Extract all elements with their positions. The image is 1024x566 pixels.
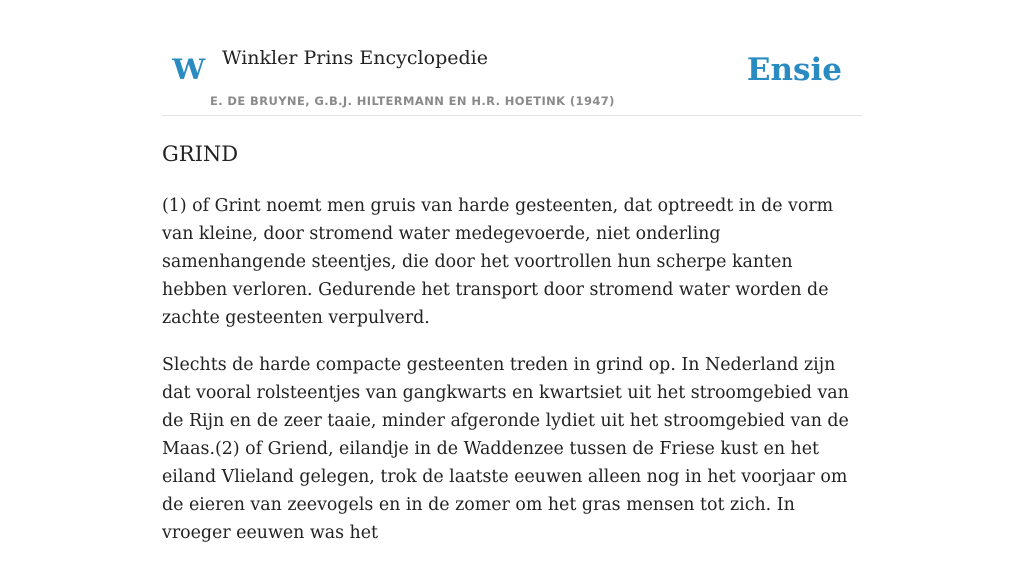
w-logo-icon[interactable]: W (172, 53, 206, 86)
publication-authors: E. DE BRUYNE, G.B.J. HILTERMANN EN H.R. HOETINK (1947) (210, 94, 615, 108)
site-header (162, 40, 862, 116)
article-body (162, 138, 862, 566)
article-paragraph-1: (1) of Grint noemt men gruis van harde gesteenten, dat optreedt in de vorm van kleine, door stromend water medegevoerde, niet onderling samenhangende steentjes, die door het voortrollen hun scherpe kanten hebben verloren. Gedurende het transport door stromend water worden de zachte gesteenten verpulverd. (162, 196, 834, 328)
article-paragraph-2: Slechts de harde compacte gesteenten treden in grind op. In Nederland zijn dat vooral rolsteentjes van gangkwarts en kwartsiet uit het stroomgebied van de Rijn en de zeer taaie, minder afgeronde lydiet uit het stroomgebied van de Maas.(2) of Griend, eilandje in de Waddenzee tussen de Friese kust en het eiland Vlieland gelegen, trok de laatste eeuwen alleen nog in het voorjaar om de eieren van zeevogels en in de zomer om het gras mensen tot zich. In vroeger eeuwen was het (162, 355, 849, 543)
ensie-brand-logo[interactable]: Ensie (746, 52, 842, 88)
publication-title[interactable]: Winkler Prins Encyclopedie (222, 47, 488, 69)
article-title: GRIND (162, 142, 239, 166)
